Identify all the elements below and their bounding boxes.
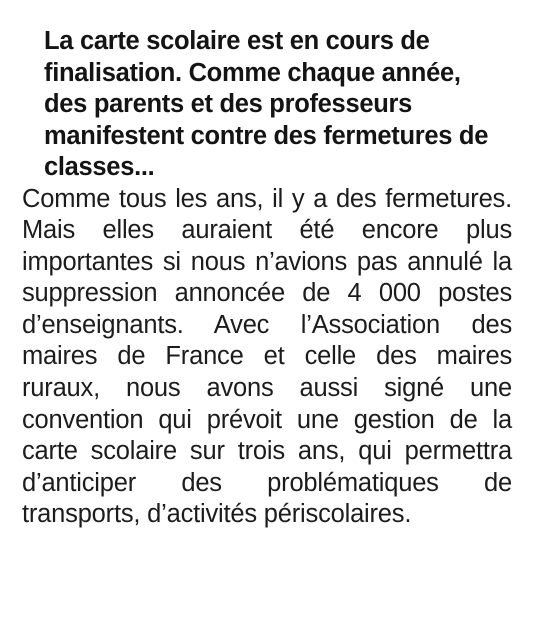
interview-question: La carte scolaire est en cours de finalisation. Comme chaque année, des parents et des professeurs manifestent contre des fermetures de classes... — [44, 27, 489, 181]
interview-article — [22, 26, 518, 531]
interview-answer: Comme tous les ans, il y a des fermetures. Mais elles auraient été encore plus importantes si nous n’avions pas annulé la suppression annoncée de 4 000 postes d’enseignants. Avec l’Association des maires de France et celle des maires ruraux, nous avons aussi signé une convention qui prévoit une gestion de la carte scolaire sur trois ans, qui permettra d’anticiper des problématiques de transports, d’activités périscolaires. — [22, 184, 512, 529]
